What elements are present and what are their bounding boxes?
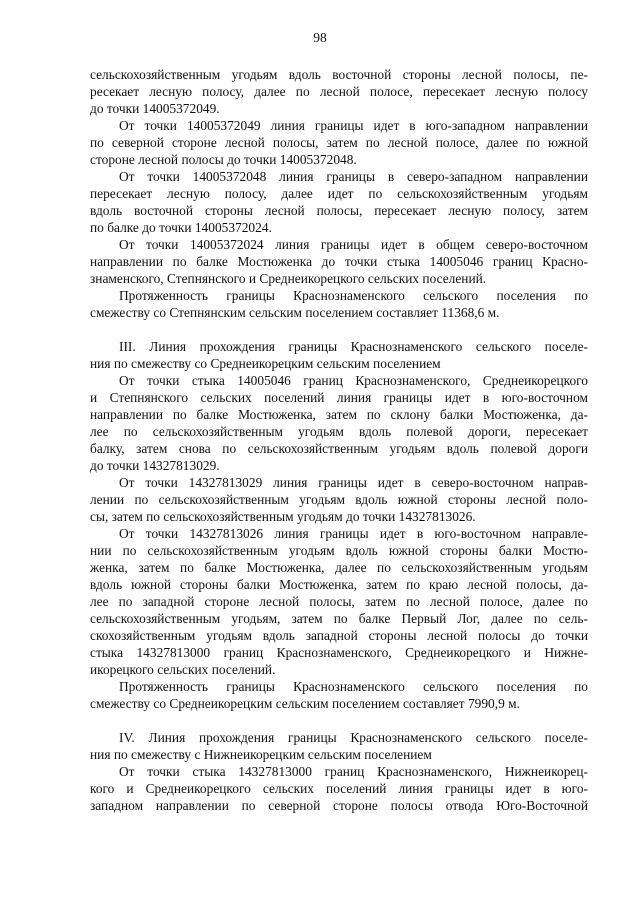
text-line: направлении по балке Мостюженка до точки стыка 14005046 границ Красно- xyxy=(90,254,588,269)
text-line: стыка 14327813000 границ Краснознаменского, Среднеикорецкого и Нижне- xyxy=(90,645,588,660)
text-line: кого и Среднеикорецкого сельских поселений линия границы идет в юго- xyxy=(90,781,588,796)
text-line: смежеству со Среднеикорецким сельским поселением составляет 7990,9 м. xyxy=(90,696,520,711)
text-line: балку, затем снова по сельскохозяйственным угодьям вдоль полевой дороги xyxy=(90,441,588,456)
text-line: стороне лесной полосы до точки 14005372048. xyxy=(90,152,357,167)
text-line: нии по сельскохозяйственным угодьям вдоль южной стороны балки Мостю- xyxy=(90,543,588,558)
text-line: От точки 14005372048 линия границы в северо-западном направлении xyxy=(119,169,588,184)
text-line: От точки стыка 14327813000 границ Краснознаменского, Нижнеикорец- xyxy=(119,764,588,779)
text-line: лее по западной стороне лесной полосы, затем по лесной полосе, далее по xyxy=(90,594,588,609)
paragraph xyxy=(90,763,588,814)
text-line: сельскохозяйственным угодьям, затем по балке Первый Лог, далее по сель- xyxy=(90,611,588,626)
text-line: по балке до точки 14005372024. xyxy=(90,220,272,235)
paragraph xyxy=(90,66,588,117)
text-line: От точки 14327813029 линия границы идет в северо-восточном направ- xyxy=(119,475,588,490)
section-gap xyxy=(90,321,588,338)
text-line: сы, затем по сельскохозяйственным угодьям до точки 14327813026. xyxy=(90,509,476,524)
paragraph xyxy=(90,678,588,712)
text-line: до точки 14005372049. xyxy=(90,101,220,116)
paragraph xyxy=(90,117,588,168)
text-line: Протяженность границы Краснознаменского сельского поселения по xyxy=(119,679,588,694)
text-line: до точки 14327813029. xyxy=(90,458,220,473)
text-line: От точки 14005372024 линия границы идет в общем северо-восточном xyxy=(119,237,588,252)
text-line: От точки 14005372049 линия границы идет в юго-западном направлении xyxy=(119,118,588,133)
paragraph xyxy=(90,236,588,287)
text-line: лении по сельскохозяйственным угодьям вдоль южной стороны лесной поло- xyxy=(90,492,588,507)
text-line: вдоль восточной стороны лесной полосы, пересекает лесную полосу, затем xyxy=(90,203,588,218)
text-line: знаменского, Степнянского и Среднеикорецкого сельских поселений. xyxy=(90,271,487,286)
text-line: смежеству со Степнянским сельским поселением составляет 11368,6 м. xyxy=(90,305,500,320)
text-line: икорецкого сельских поселений. xyxy=(90,662,276,677)
text-line: IV. Линия прохождения границы Краснознаменского сельского поселе- xyxy=(119,730,588,745)
text-line: направлении по балке Мостюженка, затем по склону балки Мостюженка, да- xyxy=(90,407,588,422)
document-body xyxy=(90,66,588,814)
text-line: и Степнянского сельских поселений линия границы идет в юго-восточном xyxy=(90,390,588,405)
paragraph xyxy=(90,474,588,525)
paragraph xyxy=(90,372,588,474)
section-heading-iv xyxy=(90,729,588,763)
paragraph xyxy=(90,168,588,236)
section-heading-iii xyxy=(90,338,588,372)
text-line: III. Линия прохождения границы Краснознаменского сельского поселе- xyxy=(119,339,588,354)
text-line: скохозяйственным угодьям вдоль западной стороны лесной полосы до точки xyxy=(90,628,588,643)
paragraph xyxy=(90,287,588,321)
text-line: От точки 14327813026 линия границы идет в юго-восточном направле- xyxy=(119,526,588,541)
text-line: ния по смежеству со Среднеикорецким сельским поселением xyxy=(90,356,441,371)
text-line: Протяженность границы Краснознаменского сельского поселения по xyxy=(119,288,588,303)
text-line: женка, затем по балке Мостюженка, далее по сельскохозяйственным угодьям xyxy=(90,560,588,575)
text-line: сельскохозяйственным угодьям вдоль восточной стороны лесной полосы, пе- xyxy=(90,67,588,82)
text-line: ресекает лесную полосу, далее по лесной полосе, пересекает лесную полосу xyxy=(90,84,588,99)
text-line: От точки стыка 14005046 границ Краснознаменского, Среднеикорецкого xyxy=(119,373,588,388)
paragraph xyxy=(90,525,588,678)
text-line: лее по сельскохозяйственным угодьям вдоль полевой дороги, пересекает xyxy=(90,424,588,439)
text-line: по северной стороне лесной полосы, затем по лесной полосе, далее по южной xyxy=(90,135,588,150)
text-line: западном направлении по северной стороне полосы отвода Юго-Восточной xyxy=(90,798,588,813)
section-gap xyxy=(90,712,588,729)
text-line: вдоль южной стороны балки Мостюженка, затем по краю лесной полосы, да- xyxy=(90,577,588,592)
text-line: пересекает лесную полосу, далее идет по сельскохозяйственным угодьям xyxy=(90,186,588,201)
page-number: 98 xyxy=(313,30,327,45)
text-line: ния по смежеству с Нижнеикорецким сельским поселением xyxy=(90,747,432,762)
